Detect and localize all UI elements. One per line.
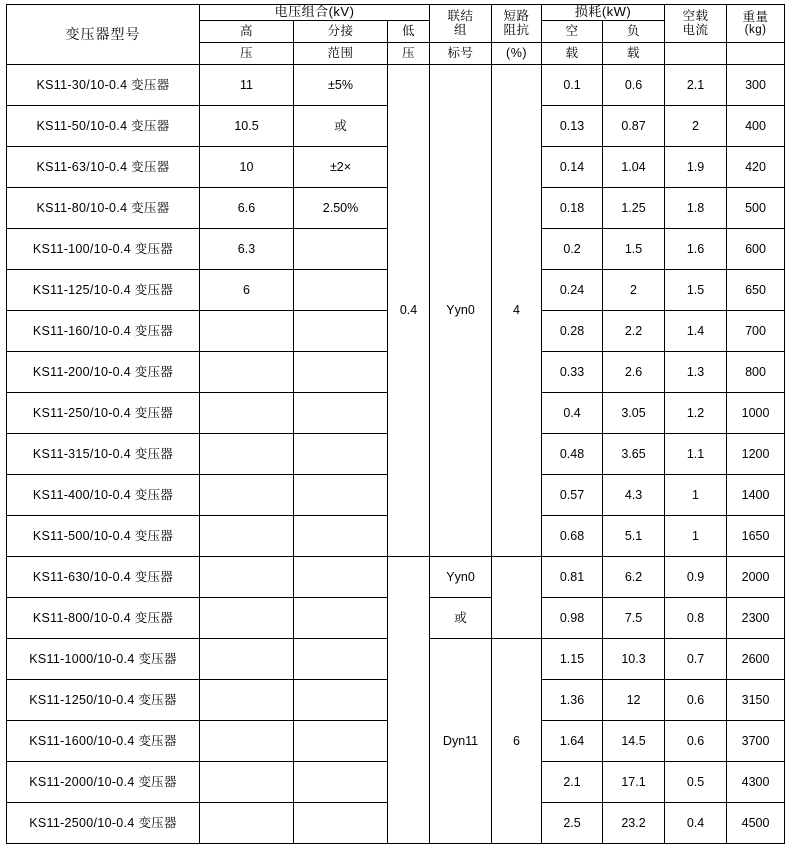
header-noload-current-line1: 空载 (682, 9, 709, 24)
cell-tap (294, 802, 388, 843)
cell-connection-group2-line3: Dyn11 (430, 638, 492, 843)
cell-noload-current: 1.9 (665, 146, 727, 187)
header-impedance-unit: (%) (492, 42, 542, 64)
cell-noload-current: 2.1 (665, 64, 727, 105)
cell-noload-current: 0.4 (665, 802, 727, 843)
cell-hv (200, 392, 294, 433)
cell-loss-load: 0.87 (603, 105, 665, 146)
header-noload-current-line2: 电流 (682, 23, 709, 38)
header-loss-group: 损耗(kW) (542, 5, 665, 21)
cell-model: KS11-80/10-0.4 变压器 (7, 187, 200, 228)
cell-model: KS11-30/10-0.4 变压器 (7, 64, 200, 105)
cell-loss-noload: 0.33 (542, 351, 603, 392)
cell-loss-load: 4.3 (603, 474, 665, 515)
cell-weight: 3150 (727, 679, 785, 720)
cell-noload-current: 0.7 (665, 638, 727, 679)
cell-loss-load: 14.5 (603, 720, 665, 761)
cell-weight: 2300 (727, 597, 785, 638)
header-impedance-line2: 阻抗 (503, 23, 530, 38)
cell-loss-noload: 0.4 (542, 392, 603, 433)
cell-model: KS11-1000/10-0.4 变压器 (7, 638, 200, 679)
header-connection-line1: 联结 (447, 9, 474, 24)
table-row (7, 64, 785, 105)
cell-hv: 6.3 (200, 228, 294, 269)
cell-loss-load: 3.65 (603, 433, 665, 474)
cell-loss-noload: 2.1 (542, 761, 603, 802)
cell-noload-current: 1.5 (665, 269, 727, 310)
cell-loss-load: 7.5 (603, 597, 665, 638)
cell-tap (294, 761, 388, 802)
cell-impedance-merged-1: 4 (492, 64, 542, 556)
cell-tap (294, 269, 388, 310)
cell-loss-noload: 0.1 (542, 64, 603, 105)
header-loss-noload-line2: 载 (542, 42, 603, 64)
cell-hv (200, 638, 294, 679)
header-lv-line1: 低 (388, 20, 430, 42)
cell-weight: 800 (727, 351, 785, 392)
cell-loss-noload: 0.24 (542, 269, 603, 310)
cell-hv (200, 679, 294, 720)
header-loss-noload-line1: 空 (542, 20, 603, 42)
cell-noload-current: 1 (665, 474, 727, 515)
cell-tap (294, 351, 388, 392)
header-hv-line2: 压 (200, 42, 294, 64)
cell-loss-load: 1.04 (603, 146, 665, 187)
cell-model: KS11-2000/10-0.4 变压器 (7, 761, 200, 802)
cell-weight: 1400 (727, 474, 785, 515)
cell-tap: ±5% (294, 64, 388, 105)
cell-loss-noload: 0.18 (542, 187, 603, 228)
cell-loss-noload: 1.64 (542, 720, 603, 761)
header-hv-line1: 高 (200, 20, 294, 42)
header-noload-current-unit (665, 42, 727, 64)
cell-loss-noload: 2.5 (542, 802, 603, 843)
cell-hv (200, 720, 294, 761)
cell-loss-load: 3.05 (603, 392, 665, 433)
cell-model: KS11-315/10-0.4 变压器 (7, 433, 200, 474)
cell-loss-load: 12 (603, 679, 665, 720)
cell-connection-group2-line2: 或 (430, 597, 492, 638)
cell-loss-noload: 0.13 (542, 105, 603, 146)
cell-impedance-gap (492, 556, 542, 638)
cell-model: KS11-100/10-0.4 变压器 (7, 228, 200, 269)
cell-tap (294, 720, 388, 761)
cell-hv (200, 597, 294, 638)
header-weight-unit: (kg) (744, 24, 767, 37)
cell-loss-noload: 1.15 (542, 638, 603, 679)
header-connection-group (430, 5, 492, 43)
cell-hv: 10.5 (200, 105, 294, 146)
cell-hv: 6 (200, 269, 294, 310)
header-lv-line2: 压 (388, 42, 430, 64)
cell-loss-load: 5.1 (603, 515, 665, 556)
cell-model: KS11-125/10-0.4 变压器 (7, 269, 200, 310)
cell-weight: 650 (727, 269, 785, 310)
cell-loss-noload: 0.98 (542, 597, 603, 638)
header-connection-line2: 组 (454, 23, 468, 38)
cell-loss-load: 2.6 (603, 351, 665, 392)
cell-impedance-merged-2: 6 (492, 638, 542, 843)
cell-model: KS11-2500/10-0.4 变压器 (7, 802, 200, 843)
cell-weight: 400 (727, 105, 785, 146)
cell-tap (294, 597, 388, 638)
cell-hv (200, 310, 294, 351)
header-loss-load-line2: 载 (603, 42, 665, 64)
header-row-1 (7, 5, 785, 21)
cell-model: KS11-200/10-0.4 变压器 (7, 351, 200, 392)
transformer-spec-table (6, 4, 785, 844)
cell-model: KS11-1600/10-0.4 变压器 (7, 720, 200, 761)
cell-model: KS11-250/10-0.4 变压器 (7, 392, 200, 433)
table-header (7, 5, 785, 65)
cell-noload-current: 1.4 (665, 310, 727, 351)
cell-noload-current: 1.3 (665, 351, 727, 392)
cell-noload-current: 0.9 (665, 556, 727, 597)
header-tap-line2: 范围 (294, 42, 388, 64)
cell-lv-merged: 0.4 (388, 64, 430, 556)
cell-noload-current: 1.1 (665, 433, 727, 474)
cell-hv (200, 474, 294, 515)
cell-noload-current: 1.6 (665, 228, 727, 269)
cell-weight: 1650 (727, 515, 785, 556)
cell-noload-current: 0.6 (665, 720, 727, 761)
cell-model: KS11-630/10-0.4 变压器 (7, 556, 200, 597)
cell-tap: ±2× (294, 146, 388, 187)
cell-model: KS11-800/10-0.4 变压器 (7, 597, 200, 638)
cell-hv (200, 761, 294, 802)
header-weight-line1: 重量 (742, 9, 769, 24)
cell-weight: 4300 (727, 761, 785, 802)
cell-tap (294, 392, 388, 433)
cell-hv (200, 515, 294, 556)
cell-tap (294, 515, 388, 556)
table-body (7, 64, 785, 843)
cell-weight: 300 (727, 64, 785, 105)
header-weight-spacer (727, 42, 785, 64)
cell-noload-current: 0.6 (665, 679, 727, 720)
cell-weight: 2000 (727, 556, 785, 597)
cell-model: KS11-63/10-0.4 变压器 (7, 146, 200, 187)
table-row (7, 556, 785, 597)
cell-noload-current: 0.5 (665, 761, 727, 802)
cell-hv (200, 556, 294, 597)
header-tap-line1: 分接 (294, 20, 388, 42)
cell-model: KS11-160/10-0.4 变压器 (7, 310, 200, 351)
cell-loss-noload: 0.2 (542, 228, 603, 269)
header-noload-current (665, 5, 727, 43)
cell-loss-noload: 0.48 (542, 433, 603, 474)
cell-weight: 2600 (727, 638, 785, 679)
cell-tap: 2.50% (294, 187, 388, 228)
cell-hv (200, 802, 294, 843)
cell-lv-merged-2 (388, 556, 430, 843)
cell-loss-load: 6.2 (603, 556, 665, 597)
header-impedance (492, 5, 542, 43)
cell-loss-noload: 0.28 (542, 310, 603, 351)
cell-noload-current: 2 (665, 105, 727, 146)
cell-loss-load: 23.2 (603, 802, 665, 843)
header-connection-label: 标号 (430, 42, 492, 64)
cell-hv: 10 (200, 146, 294, 187)
cell-loss-load: 2 (603, 269, 665, 310)
cell-tap (294, 433, 388, 474)
cell-loss-load: 0.6 (603, 64, 665, 105)
cell-model: KS11-400/10-0.4 变压器 (7, 474, 200, 515)
cell-tap (294, 556, 388, 597)
header-loss-load-line1: 负 (603, 20, 665, 42)
cell-model: KS11-50/10-0.4 变压器 (7, 105, 200, 146)
cell-tap (294, 679, 388, 720)
cell-tap (294, 310, 388, 351)
cell-weight: 3700 (727, 720, 785, 761)
cell-tap (294, 228, 388, 269)
cell-loss-load: 10.3 (603, 638, 665, 679)
header-voltage-group: 电压组合(kV) (200, 5, 430, 21)
cell-hv (200, 351, 294, 392)
header-weight (727, 5, 785, 43)
cell-loss-noload: 0.81 (542, 556, 603, 597)
cell-model: KS11-500/10-0.4 变压器 (7, 515, 200, 556)
cell-weight: 700 (727, 310, 785, 351)
cell-weight: 4500 (727, 802, 785, 843)
cell-tap (294, 474, 388, 515)
cell-loss-load: 1.25 (603, 187, 665, 228)
cell-weight: 420 (727, 146, 785, 187)
cell-loss-noload: 0.68 (542, 515, 603, 556)
cell-weight: 1000 (727, 392, 785, 433)
cell-connection-merged-1: Yyn0 (430, 64, 492, 556)
cell-weight: 600 (727, 228, 785, 269)
header-model: 变压器型号 (7, 5, 200, 65)
cell-weight: 500 (727, 187, 785, 228)
cell-loss-noload: 0.14 (542, 146, 603, 187)
cell-connection-group2-line1: Yyn0 (430, 556, 492, 597)
cell-loss-load: 2.2 (603, 310, 665, 351)
cell-loss-load: 1.5 (603, 228, 665, 269)
cell-noload-current: 1.2 (665, 392, 727, 433)
header-impedance-line1: 短路 (503, 9, 530, 24)
cell-hv: 6.6 (200, 187, 294, 228)
cell-noload-current: 1 (665, 515, 727, 556)
cell-noload-current: 0.8 (665, 597, 727, 638)
cell-hv: 11 (200, 64, 294, 105)
cell-model: KS11-1250/10-0.4 变压器 (7, 679, 200, 720)
cell-hv (200, 433, 294, 474)
cell-loss-load: 17.1 (603, 761, 665, 802)
cell-tap (294, 638, 388, 679)
cell-noload-current: 1.8 (665, 187, 727, 228)
cell-tap: 或 (294, 105, 388, 146)
cell-weight: 1200 (727, 433, 785, 474)
cell-loss-noload: 1.36 (542, 679, 603, 720)
cell-loss-noload: 0.57 (542, 474, 603, 515)
